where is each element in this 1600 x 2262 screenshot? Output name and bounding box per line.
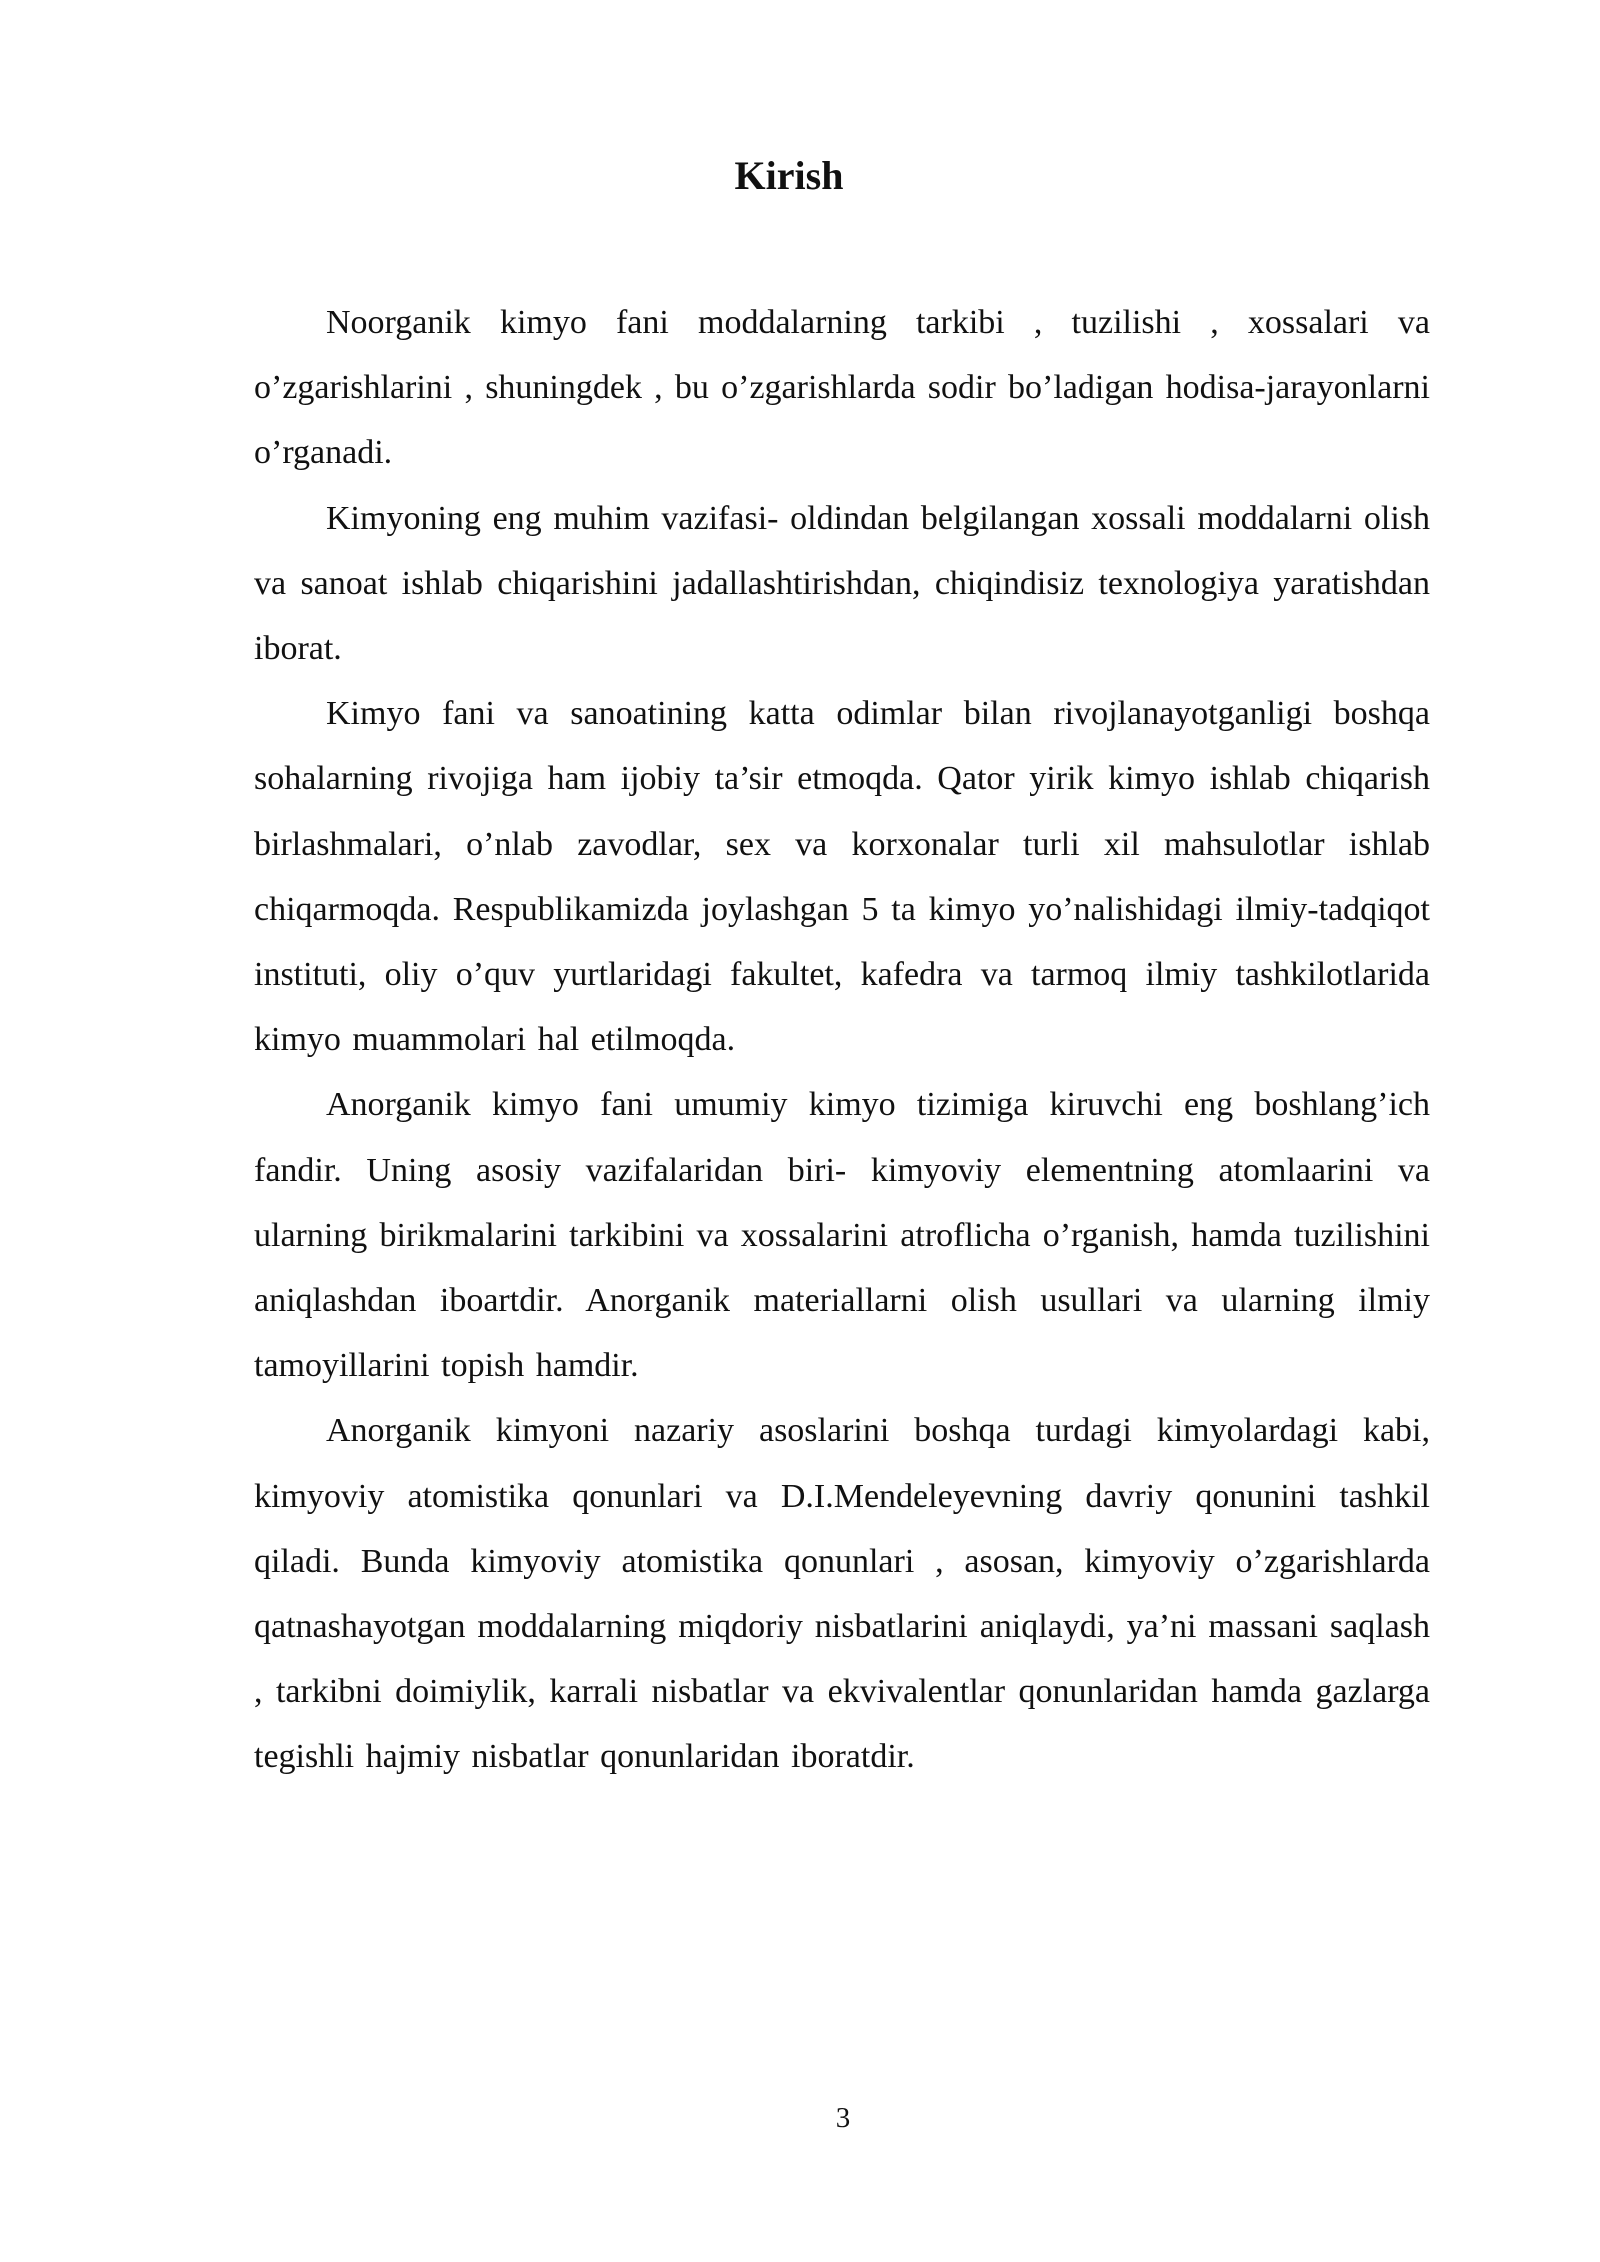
paragraph-2: Kimyoning eng muhim vazifasi- oldindan belgilangan xossali moddalarni olish va sanoat ishlab chiqarishini jadallashtirishdan, chiqindisiz texnologiya yaratishdan iborat.: [254, 499, 1430, 668]
body-text: [254, 290, 1430, 1790]
paragraph-3: Kimyo fani va sanoatining katta odimlar bilan rivojlanayotganligi boshqa sohalarning rivojiga ham ijobiy ta’sir etmoqda. Qator yirik kimyo ishlab chiqarish birlashmalari, o’nlab zavodlar, sex va korxonalar turli xil mahsulotlar ishlab chiqarmoqda. Respublikamizda joylashgan 5 ta kimyo yo’nalishidagi ilmiy-tadqiqot instituti, oliy o’quv yurtlaridagi fakultet, kafedra va tarmoq ilmiy tashkilotlarida kimyo muammolari hal etilmoqda.: [254, 695, 1430, 1059]
page-number: 3: [835, 2102, 851, 2134]
paragraph-1: Noorganik kimyo fani moddalarning tarkibi , tuzilishi , xossalari va o’zgarishlarini , shuningdek , bu o’zgarishlarda sodir bo’ladigan hodisa-jarayonlarni o’rganadi.: [254, 304, 1430, 472]
page-title: Kirish: [734, 153, 844, 198]
paragraph-4: Anorganik kimyo fani umumiy kimyo tizimiga kiruvchi eng boshlang’ich fandir. Uning asosiy vazifalaridan biri- kimyoviy elementning atomlaarini va ularning birikmalarini tarkibini va xossalarini atroflicha o’rganish, hamda tuzilishini aniqlashdan iboartdir. Anorganik materiallarni olish usullari va ularning ilmiy tamoyillarini topish hamdir.: [254, 1086, 1430, 1385]
paragraph-5: Anorganik kimyoni nazariy asoslarini boshqa turdagi kimyolardagi kabi, kimyoviy atomistika qonunlari va D.I.Mendeleyevning davriy qonunini tashkil qiladi. Bunda kimyoviy atomistika qonunlari , asosan, kimyoviy o’zgarishlarda qatnashayotgan moddalarning miqdoriy nisbatlarini aniqlaydi, ya’ni massani saqlash , tarkibni doimiylik, karrali nisbatlar va ekvivalentlar qonunlaridan hamda gazlarga tegishli hajmiy nisbatlar qonunlaridan iboratdir.: [254, 1412, 1430, 1776]
